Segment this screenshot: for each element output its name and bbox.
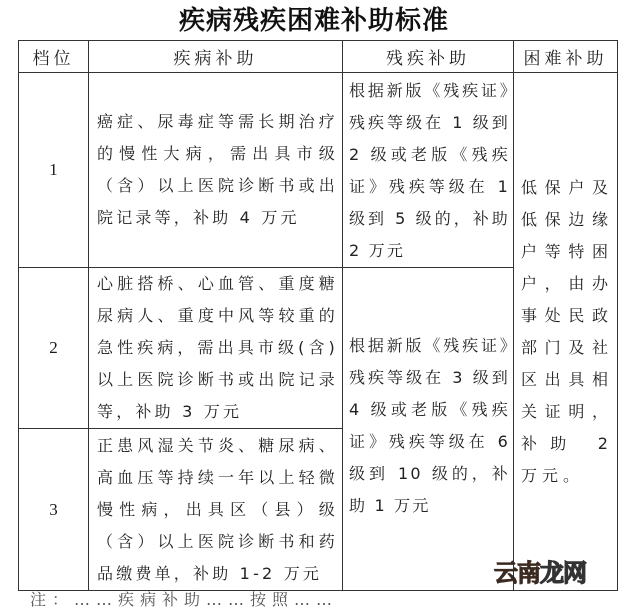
page-title: 疾病残疾困难补助标准 [178,6,449,36]
table-row [19,73,618,268]
watermark-part-2: 龙网 [540,559,586,587]
hardship-cell [514,73,618,591]
table-header-row [19,41,618,73]
illness-cell [89,429,343,591]
illness-text: 癌症、尿毒症等需长期治疗的慢性大病，需出具市级（含）以上医院诊断书或出院记录等，补助 4 万元 [97,112,338,227]
header-illness-subsidy: 疾病补助 [89,41,343,73]
disability-cell [343,268,514,591]
watermark-part-1: 云南 [494,559,540,587]
illness-cell [89,73,343,268]
tier-cell: 3 [19,429,89,591]
header-tier: 档位 [19,41,89,73]
subsidy-standards-table [18,40,618,591]
header-disability-subsidy: 残疾补助 [343,41,514,73]
illness-text: 正患风湿关节炎、糖尿病、高血压等持续一年以上轻微慢性病，出具区（县）级（含）以上医院诊断书和药品缴费单，补助 1-2 万元 [97,435,338,583]
disability-text: 根据新版《残疾证》残疾等级在 3 级到 4 级或老版《残疾证》残疾等级在 6 级到 10 级的，补助 1 万元 [349,336,510,515]
site-watermark-logo [494,558,586,588]
disability-text: 根据新版《残疾证》残疾等级在 1 级到 2 级或老版《残疾证》残疾等级在 1 级到 5 级的，补助 2 万元 [349,81,510,260]
cropped-footnote: 注：……疾病补助……按照…… [30,590,339,609]
header-hardship-subsidy: 困难补助 [514,41,618,73]
illness-cell [89,268,343,429]
disability-cell [343,73,514,268]
tier-cell: 2 [19,268,89,429]
tier-cell: 1 [19,73,89,268]
illness-text: 心脏搭桥、心血管、重度糖尿病人、重度中风等较重的急性疾病，需出具市级(含)以上医院诊断书或出院记录等，补助 3 万元 [97,274,338,421]
hardship-text: 低保户及低保边缘户等特困户，由办事处民政部门及社区出具相关证明，补助 2 万元。 [521,177,613,485]
